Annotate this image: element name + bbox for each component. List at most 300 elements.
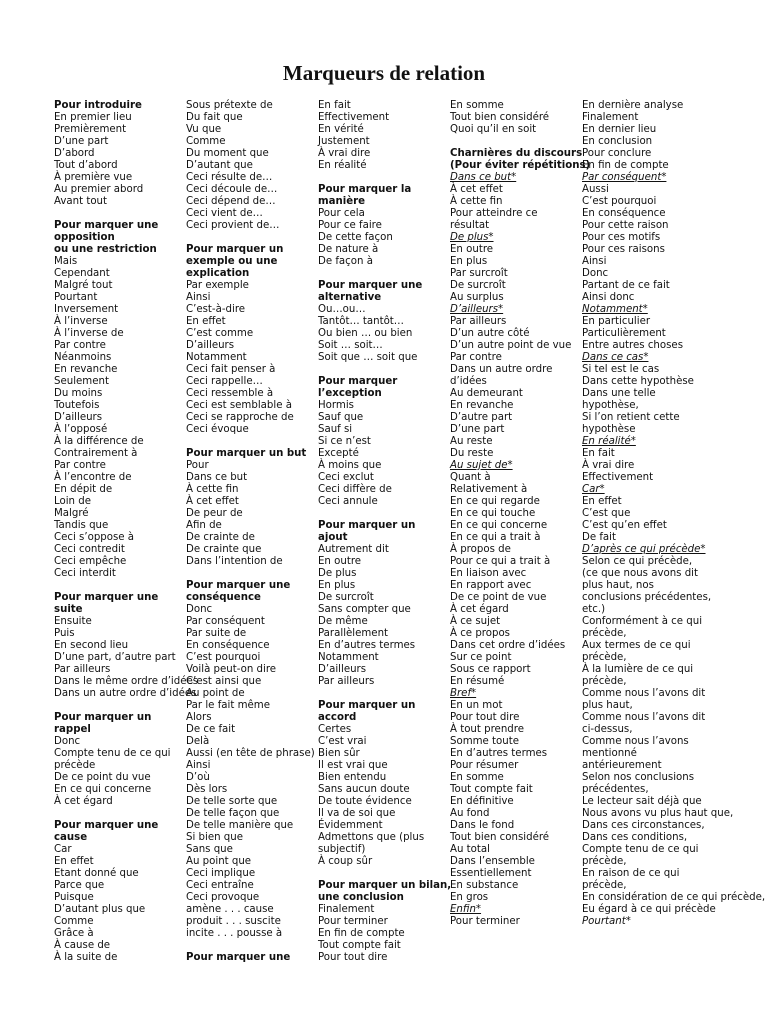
list-item: subjectif)	[318, 844, 366, 855]
list-item: À la lumière de ce qui	[582, 664, 694, 675]
list-item: À cette fin	[450, 196, 503, 207]
list-item: Ceci annule	[318, 496, 378, 507]
list-item: Essentiellement	[450, 868, 532, 879]
list-item: À cet égard	[450, 604, 509, 615]
section-heading: Pour marquer une	[318, 280, 423, 291]
column-3	[318, 100, 458, 964]
list-item: C’est que	[582, 508, 631, 519]
section-heading: Pour marquer une	[186, 952, 291, 963]
list-item: conclusions précédentes,	[582, 592, 712, 603]
list-item: Pour ces motifs	[582, 232, 661, 243]
list-item: En réalité	[318, 160, 367, 171]
list-item: En d’autres termes	[318, 640, 416, 651]
list-item: (ce que nous avons dit	[582, 568, 699, 579]
list-item: Sur ce point	[450, 652, 512, 663]
list-item: plus haut,	[582, 700, 633, 711]
list-item: Dans cet ordre d’idées	[450, 640, 566, 651]
list-item: Par contre	[54, 340, 106, 351]
list-item: Pour terminer	[450, 916, 520, 927]
list-item: Seulement	[54, 376, 109, 387]
list-item: Sans aucun doute	[318, 784, 410, 795]
list-item: Quant à	[450, 472, 491, 483]
list-item: Parallèlement	[318, 628, 389, 639]
section-heading: une conclusion	[318, 892, 404, 903]
list-item: En conséquence	[186, 640, 270, 651]
subsection-heading: D’après ce qui précède*	[582, 544, 706, 555]
list-item: Ceci implique	[186, 868, 256, 879]
list-item: précédentes,	[582, 784, 649, 795]
list-item: Pourtant	[54, 292, 98, 303]
subsection-heading: Notamment*	[582, 304, 648, 315]
list-item: En ce qui concerne	[54, 784, 152, 795]
list-item: Ou…ou…	[318, 304, 366, 315]
list-item: produit . . . suscite	[186, 916, 281, 927]
spacer	[54, 208, 194, 220]
list-item: Au reste	[450, 436, 493, 447]
list-item: Dans le même ordre d’idées	[54, 676, 199, 687]
list-item: Particulièrement	[582, 328, 666, 339]
list-item: Comme	[186, 136, 226, 147]
spacer	[186, 940, 326, 952]
list-item: Pour	[186, 460, 209, 471]
list-item: D’autant plus que	[54, 904, 146, 915]
subsection-heading: De plus*	[450, 232, 494, 243]
subsection-heading: Par conséquent*	[582, 172, 667, 183]
list-item: Au demeurant	[450, 388, 523, 399]
list-item: Évidemment	[318, 820, 383, 831]
list-item: Sauf si	[318, 424, 353, 435]
section-heading: exemple ou une	[186, 256, 278, 267]
list-item: précède,	[582, 628, 627, 639]
section-heading: opposition	[54, 232, 115, 243]
list-item: Au point que	[186, 856, 252, 867]
subsection-heading: Dans ce cas*	[582, 352, 649, 363]
list-item: Par ailleurs	[450, 316, 507, 327]
list-item: C’est pourquoi	[582, 196, 657, 207]
list-item: Pour terminer	[318, 916, 388, 927]
list-item: D’autre part	[450, 412, 513, 423]
spacer	[318, 268, 458, 280]
list-item: Par exemple	[186, 280, 249, 291]
list-item: D’ailleurs	[54, 412, 103, 423]
list-item: incite . . . pousse à	[186, 928, 283, 939]
list-item: En fait	[318, 100, 351, 111]
list-item: Pour tout dire	[450, 712, 520, 723]
list-item: Bien entendu	[318, 772, 387, 783]
list-item: En second lieu	[54, 640, 129, 651]
list-item: Cependant	[54, 268, 110, 279]
section-heading: manière	[318, 196, 366, 207]
list-item: Grâce à	[54, 928, 94, 939]
spacer	[186, 568, 326, 580]
list-item: De plus	[318, 568, 357, 579]
list-item: Toutefois	[54, 400, 100, 411]
list-item: Soit … soit…	[318, 340, 383, 351]
list-item: Comme nous l’avons dit	[582, 712, 706, 723]
list-item: C’est ainsi que	[186, 676, 262, 687]
list-item: Dans le fond	[450, 820, 515, 831]
list-item: En ce qui touche	[450, 508, 536, 519]
section-heading: Pour marquer un bilan,	[318, 880, 452, 891]
list-item: Mais	[54, 256, 78, 267]
list-item: ci-dessus,	[582, 724, 633, 735]
list-item: En raison de ce qui	[582, 868, 680, 879]
list-item: C’est pourquoi	[186, 652, 261, 663]
list-item: Au premier abord	[54, 184, 144, 195]
list-item: Ainsi	[186, 760, 211, 771]
list-item: À tout prendre	[450, 724, 524, 735]
list-item: En dernière analyse	[582, 100, 684, 111]
list-item: En effet	[54, 856, 94, 867]
section-heading: (Pour éviter répétitions)	[450, 160, 591, 171]
list-item: Sans que	[186, 844, 233, 855]
list-item: Admettons que (plus	[318, 832, 425, 843]
list-item: D’ailleurs	[318, 664, 367, 675]
list-item: En revanche	[54, 364, 118, 375]
list-item: Bien sûr	[318, 748, 360, 759]
section-heading: Pour marquer un	[54, 712, 152, 723]
list-item: À ce sujet	[450, 616, 501, 627]
list-item: Pour ce faire	[318, 220, 382, 231]
section-heading: Pour marquer une	[54, 592, 159, 603]
list-item: Le lecteur sait déjà que	[582, 796, 702, 807]
list-item: En gros	[450, 892, 489, 903]
list-item: À l’inverse	[54, 316, 108, 327]
section-heading: Pour introduire	[54, 100, 142, 111]
list-item: De fait	[582, 532, 617, 543]
list-item: Du moment que	[186, 148, 269, 159]
list-item: Par le fait même	[186, 700, 270, 711]
list-item: Du fait que	[186, 112, 243, 123]
list-item: En effet	[582, 496, 622, 507]
list-item: Dans ces conditions,	[582, 832, 688, 843]
page-title: Marqueurs de relation	[282, 61, 486, 85]
list-item: D’ailleurs	[186, 340, 235, 351]
list-item: Ceci découle de…	[186, 184, 278, 195]
list-item: Tout bien considéré	[450, 112, 550, 123]
list-item: À moins que	[318, 460, 382, 471]
list-item: précède	[54, 760, 96, 771]
list-item: Si tel est le cas	[582, 364, 660, 375]
list-item: Dans un autre ordre	[450, 364, 553, 375]
list-item: Eu égard à ce qui précède	[582, 904, 716, 915]
section-heading: explication	[186, 268, 250, 279]
list-item: À vrai dire	[318, 148, 371, 159]
list-item: Comme	[54, 916, 94, 927]
list-item: C’est qu’en effet	[582, 520, 667, 531]
list-item: En revanche	[450, 400, 514, 411]
list-item: De surcroît	[318, 592, 374, 603]
spacer	[318, 508, 458, 520]
list-item: Pour tout dire	[318, 952, 388, 963]
list-item: Par contre	[54, 460, 106, 471]
list-item: Pour cette raison	[582, 220, 669, 231]
section-heading: Pour marquer un	[318, 520, 416, 531]
list-item: Autrement dit	[318, 544, 389, 555]
list-item: En liaison avec	[450, 568, 527, 579]
section-heading: Pour marquer un	[186, 244, 284, 255]
list-item: Dans l’intention de	[186, 556, 283, 567]
list-item: Ceci ressemble à	[186, 388, 274, 399]
list-item: Tantôt… tantôt…	[318, 316, 404, 327]
list-item: hypothèse,	[582, 400, 639, 411]
list-item: Certes	[318, 724, 352, 735]
list-item: En conséquence	[582, 208, 666, 219]
list-item: Donc	[582, 268, 609, 279]
list-item: Notamment	[186, 352, 247, 363]
list-item: Hormis	[318, 400, 354, 411]
list-item: À cet effet	[186, 496, 239, 507]
list-item: À vrai dire	[582, 460, 635, 471]
list-item: Dans ce but	[186, 472, 248, 483]
list-item: Dès lors	[186, 784, 228, 795]
list-item: Ceci fait penser à	[186, 364, 276, 375]
list-item: De nature à	[318, 244, 379, 255]
list-item: Ainsi	[186, 292, 211, 303]
list-item: À ce propos	[450, 628, 510, 639]
list-item: D’une part	[54, 136, 109, 147]
list-item: Ceci interdit	[54, 568, 116, 579]
list-item: C’est comme	[186, 328, 254, 339]
section-heading: l’exception	[318, 388, 382, 399]
column-2	[186, 100, 326, 964]
spacer	[318, 868, 458, 880]
list-item: Par contre	[450, 352, 502, 363]
list-item: À propos de	[450, 544, 511, 555]
list-item: Etant donné que	[54, 868, 139, 879]
list-item: En résumé	[450, 676, 505, 687]
list-item: Ainsi	[582, 256, 607, 267]
list-item: antérieurement	[582, 760, 662, 771]
list-item: plus haut, nos	[582, 580, 654, 591]
list-item: C’est-à-dire	[186, 304, 246, 315]
spacer	[54, 700, 194, 712]
section-heading: ou une restriction	[54, 244, 157, 255]
list-item: Néanmoins	[54, 352, 112, 363]
list-item: Notamment	[318, 652, 379, 663]
list-item: En ce qui concerne	[450, 520, 548, 531]
list-item: De cette façon	[318, 232, 393, 243]
section-heading: Charnières du discours	[450, 148, 583, 159]
list-item: En dépit de	[54, 484, 113, 495]
list-item: En d’autres termes	[450, 748, 548, 759]
list-item: Premièrement	[54, 124, 127, 135]
spacer	[54, 808, 194, 820]
list-item: Effectivement	[318, 112, 390, 123]
spacer	[54, 580, 194, 592]
list-item: Du moins	[54, 388, 103, 399]
list-item: Ceci résulte de…	[186, 172, 273, 183]
section-heading: alternative	[318, 292, 382, 303]
section-heading: cause	[54, 832, 88, 843]
list-item: Par suite de	[186, 628, 247, 639]
list-item: Sous prétexte de	[186, 100, 273, 111]
list-item: À coup sûr	[318, 856, 373, 867]
list-item: amène . . . cause	[186, 904, 274, 915]
list-item: En considération de ce qui précède,	[582, 892, 766, 903]
spacer	[186, 232, 326, 244]
list-item: À cause de	[54, 940, 111, 951]
list-item: Donc	[186, 604, 213, 615]
list-item: Par surcroît	[450, 268, 508, 279]
list-item: Ceci provoque	[186, 892, 260, 903]
list-item: En définitive	[450, 796, 514, 807]
list-item: Tandis que	[54, 520, 109, 531]
list-item: À l’opposé	[54, 424, 108, 435]
list-item: Au fond	[450, 808, 490, 819]
list-item: Pour ce qui a trait à	[450, 556, 551, 567]
list-item: D’un autre point de vue	[450, 340, 572, 351]
list-item: Malgré tout	[54, 280, 113, 291]
list-item: En effet	[186, 316, 226, 327]
list-item: En premier lieu	[54, 112, 132, 123]
list-item: En outre	[318, 556, 362, 567]
list-item: Dans cette hypothèse	[582, 376, 694, 387]
subsection-heading: D’ailleurs*	[450, 304, 504, 315]
list-item: Tout compte fait	[450, 784, 533, 795]
section-heading: Pour marquer	[318, 376, 398, 387]
list-item: De telle sorte que	[186, 796, 278, 807]
list-item: Dans ces circonstances,	[582, 820, 705, 831]
list-item: Il va de soi que	[318, 808, 396, 819]
list-item: En particulier	[582, 316, 651, 327]
list-item: Ceci vient de…	[186, 208, 263, 219]
list-item: Sans compter que	[318, 604, 411, 615]
list-item: En dernier lieu	[582, 124, 657, 135]
section-heading: rappel	[54, 724, 91, 735]
list-item: Pour conclure	[582, 148, 652, 159]
list-item: Loin de	[54, 496, 91, 507]
list-item: De ce point de vue	[450, 592, 547, 603]
list-item: De crainte que	[186, 544, 262, 555]
list-item: Sauf que	[318, 412, 364, 423]
list-item: Il est vrai que	[318, 760, 388, 771]
list-item: D’une part, d’autre part	[54, 652, 176, 663]
list-item: Ceci est semblable à	[186, 400, 292, 411]
section-heading: Pour marquer un	[318, 700, 416, 711]
list-item: À cet effet	[450, 184, 503, 195]
list-item: Finalement	[582, 112, 639, 123]
list-item: En somme	[450, 772, 504, 783]
list-item: En outre	[450, 244, 494, 255]
list-item: Pour ces raisons	[582, 244, 665, 255]
section-heading: accord	[318, 712, 357, 723]
list-item: De telle manière que	[186, 820, 294, 831]
list-item: De peur de	[186, 508, 243, 519]
list-item: Aux termes de ce qui	[582, 640, 691, 651]
list-item: Dans une telle	[582, 388, 656, 399]
list-item: En fait	[582, 448, 615, 459]
list-item: Ceci exclut	[318, 472, 374, 483]
section-heading: Pour marquer une	[54, 220, 159, 231]
section-heading: Pour marquer la	[318, 184, 412, 195]
list-item: D’abord	[54, 148, 95, 159]
list-item: Par conséquent	[186, 616, 265, 627]
spacer	[450, 136, 590, 148]
list-item: Tout compte fait	[318, 940, 401, 951]
list-item: Au point de	[186, 688, 245, 699]
list-item: Si bien que	[186, 832, 243, 843]
list-item: Car	[54, 844, 72, 855]
spacer	[318, 172, 458, 184]
section-heading: suite	[54, 604, 83, 615]
list-item: De ce fait	[186, 724, 236, 735]
list-item: En plus	[318, 580, 356, 591]
list-item: De façon à	[318, 256, 373, 267]
subsection-heading: Bref*	[450, 688, 477, 699]
list-item: Effectivement	[582, 472, 654, 483]
list-item: Nous avons vu plus haut que,	[582, 808, 734, 819]
list-item: De toute évidence	[318, 796, 412, 807]
list-item: Ceci entraîne	[186, 880, 254, 891]
list-item: De telle façon que	[186, 808, 280, 819]
list-item: Excepté	[318, 448, 359, 459]
list-item: Contrairement à	[54, 448, 138, 459]
list-item: En un mot	[450, 700, 503, 711]
list-item: Compte tenu de ce qui	[54, 748, 171, 759]
list-item: Finalement	[318, 904, 375, 915]
list-item: D’un autre côté	[450, 328, 530, 339]
list-item: précède,	[582, 676, 627, 687]
list-item: Ceci empêche	[54, 556, 127, 567]
subsection-heading: Au sujet de*	[450, 460, 513, 471]
list-item: De ce point du vue	[54, 772, 151, 783]
list-item: D’où	[186, 772, 210, 783]
list-item: Dans l’ensemble	[450, 856, 535, 867]
list-item: Ou bien … ou bien	[318, 328, 413, 339]
list-item: Entre autres choses	[582, 340, 684, 351]
list-item: Inversement	[54, 304, 119, 315]
spacer	[318, 688, 458, 700]
list-item: D’une part	[450, 424, 505, 435]
list-item: En rapport avec	[450, 580, 532, 591]
list-item: Ainsi donc	[582, 292, 635, 303]
list-item: À première vue	[54, 172, 133, 183]
list-item: Ceci provient de…	[186, 220, 280, 231]
list-item: En substance	[450, 880, 519, 891]
list-item: Du reste	[450, 448, 494, 459]
list-item: hypothèse	[582, 424, 636, 435]
list-item: Delà	[186, 736, 210, 747]
list-item: En plus	[450, 256, 488, 267]
list-item: Pour atteindre ce	[450, 208, 538, 219]
list-item: En somme	[450, 100, 504, 111]
list-item: Parce que	[54, 880, 105, 891]
section-heading: conséquence	[186, 592, 261, 603]
list-item: En ce qui a trait à	[450, 532, 541, 543]
subsection-heading: En réalité*	[582, 436, 636, 447]
list-item: Ceci contredit	[54, 544, 125, 555]
list-item: Pour cela	[318, 208, 365, 219]
list-item: Puis	[54, 628, 75, 639]
list-item: Puisque	[54, 892, 94, 903]
list-item: Tout d’abord	[54, 160, 118, 171]
spacer	[186, 436, 326, 448]
list-item: Compte tenu de ce qui	[582, 844, 699, 855]
list-item: Ceci rappelle…	[186, 376, 263, 387]
list-item: Si l’on retient cette	[582, 412, 680, 423]
list-item: De surcroît	[450, 280, 506, 291]
list-item: Vu que	[186, 124, 222, 135]
section-heading: ajout	[318, 532, 348, 543]
subsection-heading: Enfin*	[450, 904, 482, 915]
subsection-heading: Car*	[582, 484, 605, 495]
list-item: Au surplus	[450, 292, 504, 303]
list-item: Par ailleurs	[318, 676, 375, 687]
list-item: C’est vrai	[318, 736, 367, 747]
list-item: Par ailleurs	[54, 664, 111, 675]
list-item: Conformément à ce qui	[582, 616, 703, 627]
